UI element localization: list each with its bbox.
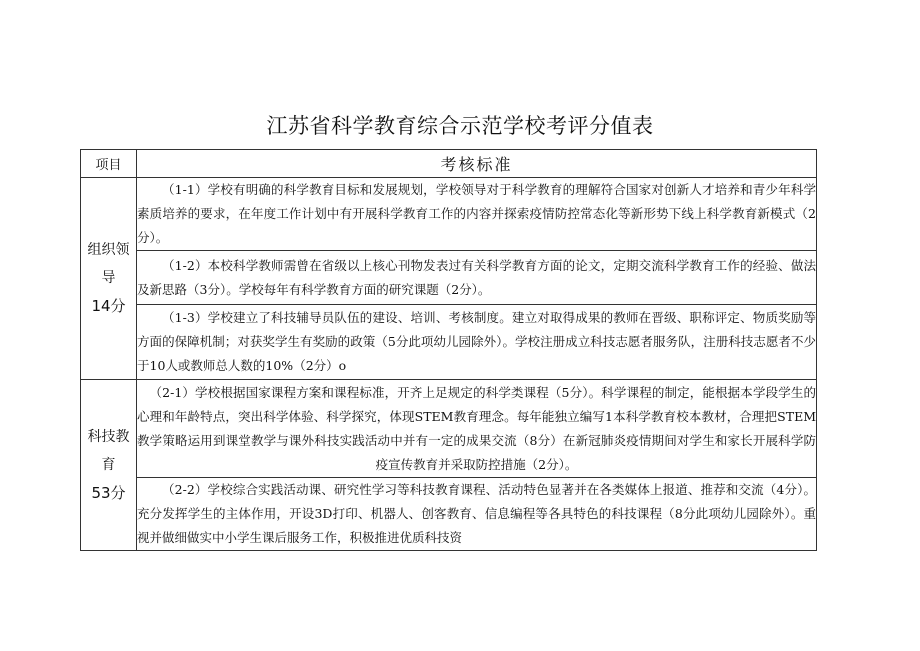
section-org-leadership xyxy=(81,178,137,380)
table-row xyxy=(81,178,817,251)
score-table xyxy=(80,149,817,551)
header-item: 项目 xyxy=(81,150,137,178)
section-score: 53分 xyxy=(91,483,126,502)
table-row xyxy=(81,380,817,478)
section-score: 14分 xyxy=(91,297,126,315)
header-criteria: 考核标准 xyxy=(137,150,817,178)
criteria-1-2: （1-2）本校科学教师需曾在省级以上核心刊物发表过有关科学教育方面的论文，定期交流科学教育工作的经验、做法及新思路（3分）。学校每年有科学教育方面的研究课题（2分）。 xyxy=(137,251,817,305)
table-header-row xyxy=(81,150,817,178)
section-name: 科技教育 xyxy=(87,428,130,473)
table-row xyxy=(81,478,817,551)
criteria-2-1: （2-1）学校根据国家课程方案和课程标准，开齐上足规定的科学类课程（5分）。科学课程的制定，能根据本学段学生的心理和年龄特点，突出科学体验、科学探究，体现STEM教育理念。每年能独立编写1本科学教育校本教材，合理把STEM教学策略运用到课堂教学与课外科技实践活动中并有一定的成果交流（8分）在新冠肺炎疫情期间对学生和家长开展科学防疫宣传教育并采取防控措施（2分）。 xyxy=(137,380,817,478)
section-tech-education xyxy=(81,380,137,551)
criteria-1-3: （1-3）学校建立了科技辅导员队伍的建设、培训、考核制度。建立对取得成果的教师在晋级、职称评定、物质奖励等方面的保障机制；对获奖学生有奖励的政策（5分此项幼儿园除外）。学校注册成立科技志愿者服务队，注册科技志愿者不少于10人或教师总人数的10%（2分）o xyxy=(137,305,817,380)
criteria-1-1: （1-1）学校有明确的科学教育目标和发展规划，学校领导对于科学教育的理解符合国家对创新人才培养和青少年科学素质培养的要求，在年度工作计划中有开展科学教育工作的内容并探索疫情防控常态化等新形势下线上科学教育新模式（2分）。 xyxy=(137,178,817,251)
page-title: 江苏省科学教育综合示范学校考评分值表 xyxy=(266,114,654,138)
table-row xyxy=(81,305,817,380)
section-name: 组织领导 xyxy=(87,242,130,286)
table-row xyxy=(81,251,817,305)
criteria-2-2: （2-2）学校综合实践活动课、研究性学习等科技教育课程、活动特色显著并在各类媒体上报道、推荐和交流（4分）。充分发挥学生的主体作用，开设3D打印、机器人、创客教育、信息编程等各具特色的科技课程（8分此项幼儿园除外）。重视并做细做实中小学生课后服务工作，积极推进优质科技资 xyxy=(137,478,817,551)
